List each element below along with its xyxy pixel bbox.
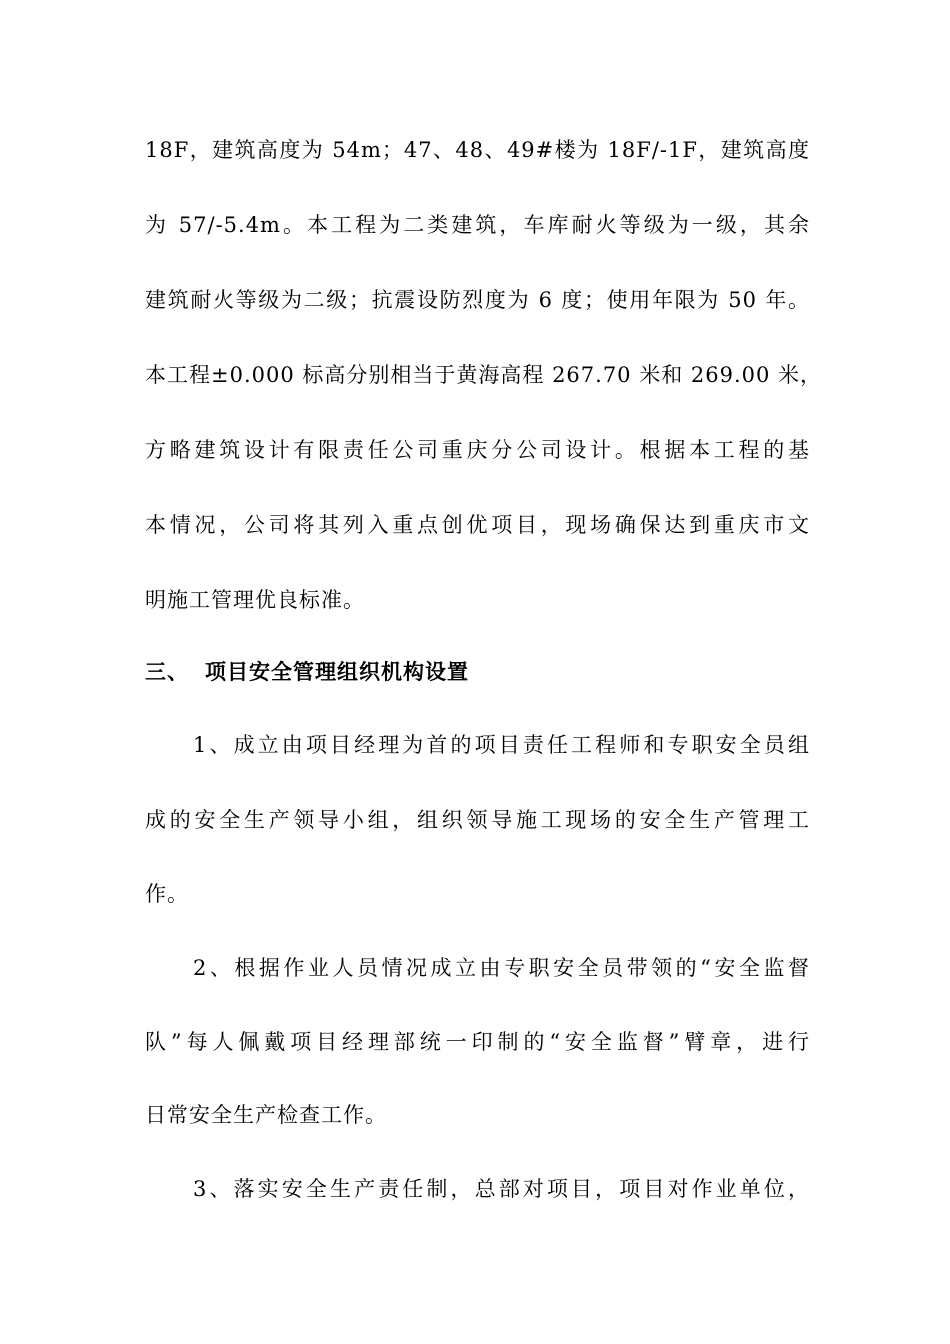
paragraph-line: 本工程±0.000 标高分别相当于黄海高程 267.70 米和 269.00 米， [145,363,823,387]
paragraph-line: 明施工管理优良标准。 [145,588,365,612]
list-item-line: 作。 [145,882,189,906]
paragraph-line: 为 57/-5.4m。本工程为二类建筑，车库耐火等级为一级，其余 [145,213,810,237]
paragraph-line: 本情况，公司将其列入重点创优项目，现场确保达到重庆市文 [145,513,810,537]
section-title: 项目安全管理组织机构设置 [205,659,469,684]
paragraph-line: 方略建筑设计有限责任公司重庆分公司设计。根据本工程的基 [145,438,810,462]
section-heading [145,655,469,689]
list-item-line: 2、根据作业人员情况成立由专职安全员带领的“安全监督 [193,956,810,980]
list-item-line: 日常安全生产检查工作。 [145,1103,387,1127]
section-number: 三、 [145,659,189,684]
list-item-line: 队”每人佩戴项目经理部统一印制的“安全监督”臂章，进行 [145,1030,810,1054]
list-item-line: 1、成立由项目经理为首的项目责任工程师和专职安全员组 [193,733,810,757]
paragraph-line: 建筑耐火等级为二级；抗震设防烈度为 6 度；使用年限为 50 年。 [145,288,810,312]
list-item-line: 成的安全生产领导小组，组织领导施工现场的安全生产管理工 [145,808,810,832]
paragraph-line: 18F，建筑高度为 54m；47、48、49#楼为 18F/-1F，建筑高度 [145,138,810,162]
list-item-line: 3、落实安全生产责任制，总部对项目，项目对作业单位， [193,1177,810,1201]
